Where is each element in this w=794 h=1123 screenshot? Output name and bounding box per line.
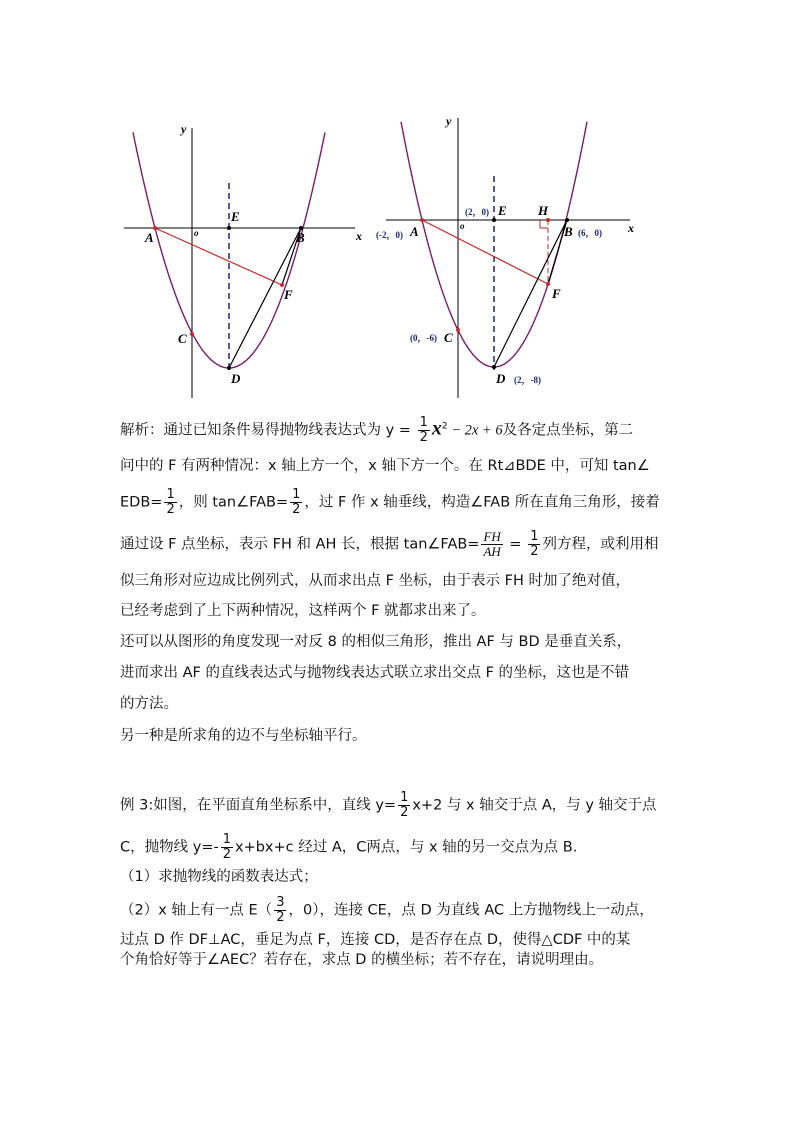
den: 2 — [222, 847, 231, 862]
segment-af — [155, 228, 282, 285]
label-f: F — [284, 287, 293, 302]
den: 2 — [292, 502, 301, 517]
analysis-line-3 — [120, 488, 660, 517]
text: 列方程，或利用相 — [542, 536, 659, 553]
analysis-line-8: 进而求出 AF 的直线表达式与抛物线表达式联立求出交点 F 的坐标，这也是不错 — [120, 665, 630, 681]
coord-c: (0，-6) — [410, 333, 437, 343]
example-line-1 — [120, 791, 657, 820]
fraction-fh-ah — [481, 530, 502, 559]
point-h — [546, 218, 550, 222]
point-e — [227, 226, 231, 230]
label-c: C — [444, 330, 453, 345]
example-line-5: 过点 D 作 DF⊥AC，垂足为点 F，连接 CD，是否存在点 D，使得△CDF 中的某 — [120, 932, 631, 948]
den: AH — [483, 544, 501, 559]
fraction-half — [398, 791, 410, 820]
text: x+bx+c 经过 A，C两点，与 x 轴的另一交点为点 B. — [234, 839, 578, 856]
text: ，则 tan∠FAB= — [178, 494, 289, 511]
figure-left — [118, 118, 380, 403]
num: 1 — [292, 487, 301, 502]
exponent: 2 — [441, 421, 448, 432]
text: （2）x 轴上有一点 E（ — [120, 902, 273, 919]
example-line-2 — [120, 833, 577, 862]
x-axis-label: x — [628, 221, 634, 235]
point-f — [546, 282, 550, 286]
point-c — [190, 332, 194, 336]
fraction-half — [418, 416, 430, 445]
text: 例 3:如图，在平面直角坐标系中，直线 y= — [120, 797, 397, 814]
example-line-6: 个角恰好等于∠AEC？若存在，求点 D 的横坐标；若不存在，请说明理由。 — [120, 952, 604, 968]
label-b: B — [564, 224, 573, 239]
text: 及各定点坐标，第二 — [502, 422, 634, 439]
num: FH — [483, 529, 501, 544]
analysis-line-10: 另一种是所求角的边不与坐标轴平行。 — [120, 728, 367, 744]
parabola — [133, 132, 325, 368]
fraction-half — [221, 833, 233, 862]
coord-e: (2，0) — [465, 207, 489, 217]
x-var: x — [431, 417, 442, 440]
num: 1 — [222, 832, 231, 847]
label-d: D — [496, 371, 506, 386]
point-b — [565, 218, 569, 222]
text: x+2 与 x 轴交于点 A，与 y 轴交于点 — [412, 797, 657, 814]
analysis-line-2: 问中的 F 有两种情况：x 轴上方一个，x 轴下方一个。在 Rt⊿BDE 中，可知 tan∠ — [120, 458, 650, 474]
fraction-three-halves — [274, 896, 286, 925]
text: 通过设 F 点坐标，表示 FH 和 AH 长，根据 tan∠FAB= — [120, 536, 480, 553]
analysis-line-6: 已经考虑到了上下两种情况，这样两个 F 就都求出来了。 — [120, 603, 486, 619]
num: 1 — [400, 790, 409, 805]
text: C，抛物线 y=- — [120, 839, 219, 856]
point-c — [456, 328, 460, 332]
label-a: A — [145, 230, 154, 245]
point-a — [420, 218, 424, 222]
num: 3 — [276, 895, 285, 910]
fraction-half — [290, 488, 302, 517]
text: = — [504, 536, 527, 553]
figure-right — [372, 110, 644, 400]
analysis-line-5: 似三角形对应边成比例列式，从而求出点 F 坐标，由于表示 FH 时加了绝对值， — [120, 573, 631, 589]
coord-a: (-2，0) — [376, 230, 403, 240]
label-d: D — [231, 371, 241, 386]
den: 2 — [530, 544, 539, 559]
text: EDB= — [120, 494, 163, 511]
text: ，过 F 作 x 轴垂线，构造∠FAB 所在直角三角形，接着 — [304, 494, 660, 511]
y-axis-label: y — [181, 122, 187, 136]
origin-label: o — [460, 221, 465, 231]
text: ，0），连接 CE，点 D 为直线 AC 上方抛物线上一动点， — [288, 902, 654, 919]
label-h: H — [538, 203, 549, 218]
den: 2 — [276, 910, 285, 925]
num: 1 — [530, 529, 539, 544]
coord-b: (6，0) — [578, 228, 602, 238]
segment-af — [422, 220, 548, 284]
label-c: C — [178, 331, 187, 346]
label-e: E — [231, 209, 240, 224]
fraction-half — [164, 488, 176, 517]
origin-label: o — [194, 228, 199, 238]
text: 解析：通过已知条件易得抛物线表达式为 y = — [120, 422, 416, 439]
example-line-4 — [120, 896, 654, 925]
point-d — [492, 365, 496, 369]
label-e: E — [498, 203, 507, 218]
y-axis-label: y — [446, 114, 452, 128]
text: − 2x + 6 — [447, 422, 503, 439]
analysis-line-7: 还可以从图形的角度发现一对反 8 的相似三角形，推出 AF 与 BD 是垂直关系， — [120, 634, 632, 650]
analysis-line-9: 的方法。 — [120, 696, 178, 712]
label-f: F — [552, 286, 561, 301]
den: 2 — [419, 430, 428, 445]
label-b: B — [296, 230, 305, 245]
num: 1 — [166, 487, 175, 502]
point-d — [227, 366, 231, 370]
label-a: A — [410, 224, 419, 239]
num: 1 — [419, 415, 428, 430]
example-line-3: （1）求抛物线的函数表达式； — [120, 869, 318, 885]
fraction-half — [528, 530, 540, 559]
point-e — [492, 218, 496, 222]
analysis-line-1 — [120, 416, 633, 445]
analysis-line-4 — [120, 530, 658, 559]
den: 2 — [400, 805, 409, 820]
x-axis-label: x — [356, 229, 362, 243]
coord-d: (2，-8) — [514, 375, 541, 385]
den: 2 — [166, 502, 175, 517]
